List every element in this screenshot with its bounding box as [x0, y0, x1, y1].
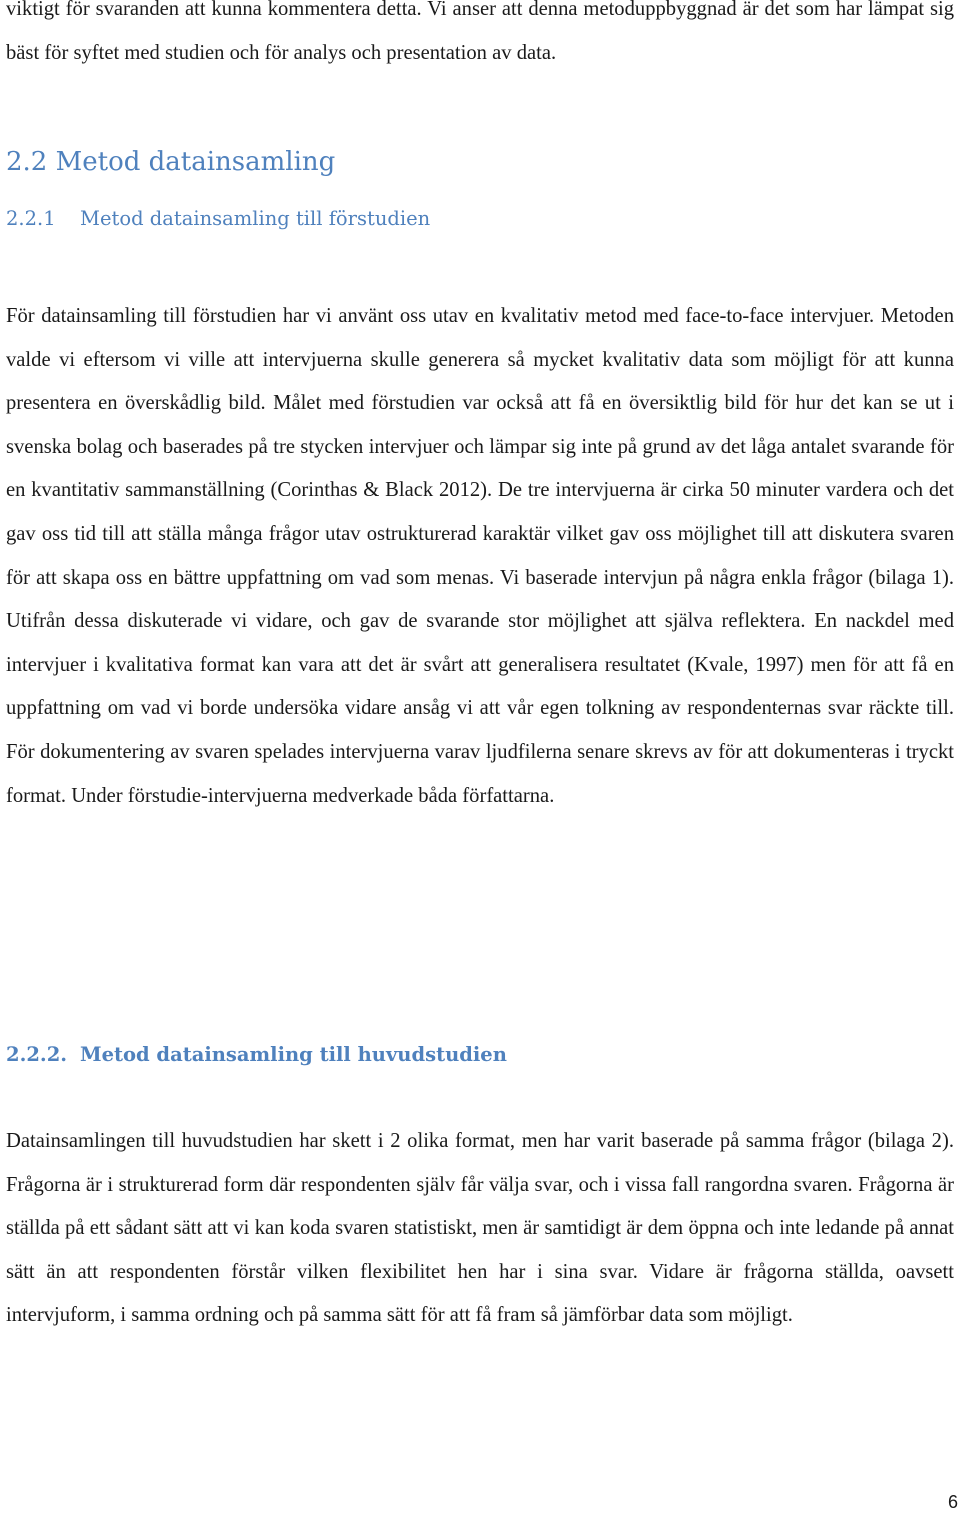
subsection-2-paragraph: Datainsamlingen till huvudstudien har skett i 2 olika format, men har varit baserade på samma frågor (bilaga 2). Frågorna är i strukturerad form där respondenten själv får välja svar, och i vissa fall rangordna svaren. Frågorna är ställda på ett sådant sätt att vi kan koda svaren statistiskt, men är samtidigt är dem öppna och inte ledande på annat sätt än att respondenten förstår vilken flexibilitet hen har i sina svar. Vidare är frågorna ställda, oavsett intervjuform, i samma ordning och på samma sätt för att få fram så jämförbar data som möjligt. [6, 1130, 954, 1327]
intro-paragraph: viktigt för svaranden att kunna kommentera detta. Vi anser att denna metoduppbyggnad är det som har lämpat sig bäst för syftet med studien och för analys och presentation av data. [6, 0, 954, 64]
subsection-1-paragraph: För datainsamling till förstudien har vi använt oss utav en kvalitativ metod med face-to-face intervjuer. Metoden valde vi eftersom vi ville att intervjuerna skulle generera så mycket kvalitativ data som möjligt för att kunna presentera en överskådlig bild. Målet med förstudien var också att få en översiktlig bild för hur det kan se ut i svenska bolag och baserades på tre stycken intervjuer och lämpar sig inte på grund av det låga antalet svarande för en kvantitativ sammanställning (Corinthas & Black 2012). De tre intervjuerna är cirka 50 minuter vardera och det gav oss tid till att ställa många frågor utav ostrukturerad karaktär vilket gav oss möjlighet till att diskutera svaren för att skapa oss en bättre uppfattning om vad som menas. Vi baserade intervjun på några enkla frågor (bilaga 1). Utifrån dessa diskuterade vi vidare, och gav de svarande stor möjlighet att själva reflektera. En nackdel med intervjuer i kvalitativa format kan vara att det är svårt att generalisera resultatet (Kvale, 1997) men för att få en uppfattning om vad vi borde undersöka vidare ansåg vi att vår egen tolkning av respondenternas svar räckte till. För dokumentering av svaren spelades intervjuerna varav ljudfilerna senare skrevs av för att dokumenteras i tryckt format. Under förstudie-intervjuerna medverkade båda författarna. [6, 305, 954, 807]
page-number: 6 [947, 1492, 958, 1512]
subsection-2-number: 2.2.2. [6, 1043, 68, 1066]
subsection-1-heading [6, 204, 430, 234]
subsection-2-title: Metod datainsamling till huvudstudien [80, 1043, 507, 1066]
subsection-1-number: 2.2.1 [6, 207, 56, 230]
subsection-1-title: Metod datainsamling till förstudien [80, 207, 431, 230]
subsection-2-heading [6, 1040, 507, 1070]
section-heading: 2.2 Metod datainsamling [6, 147, 336, 177]
